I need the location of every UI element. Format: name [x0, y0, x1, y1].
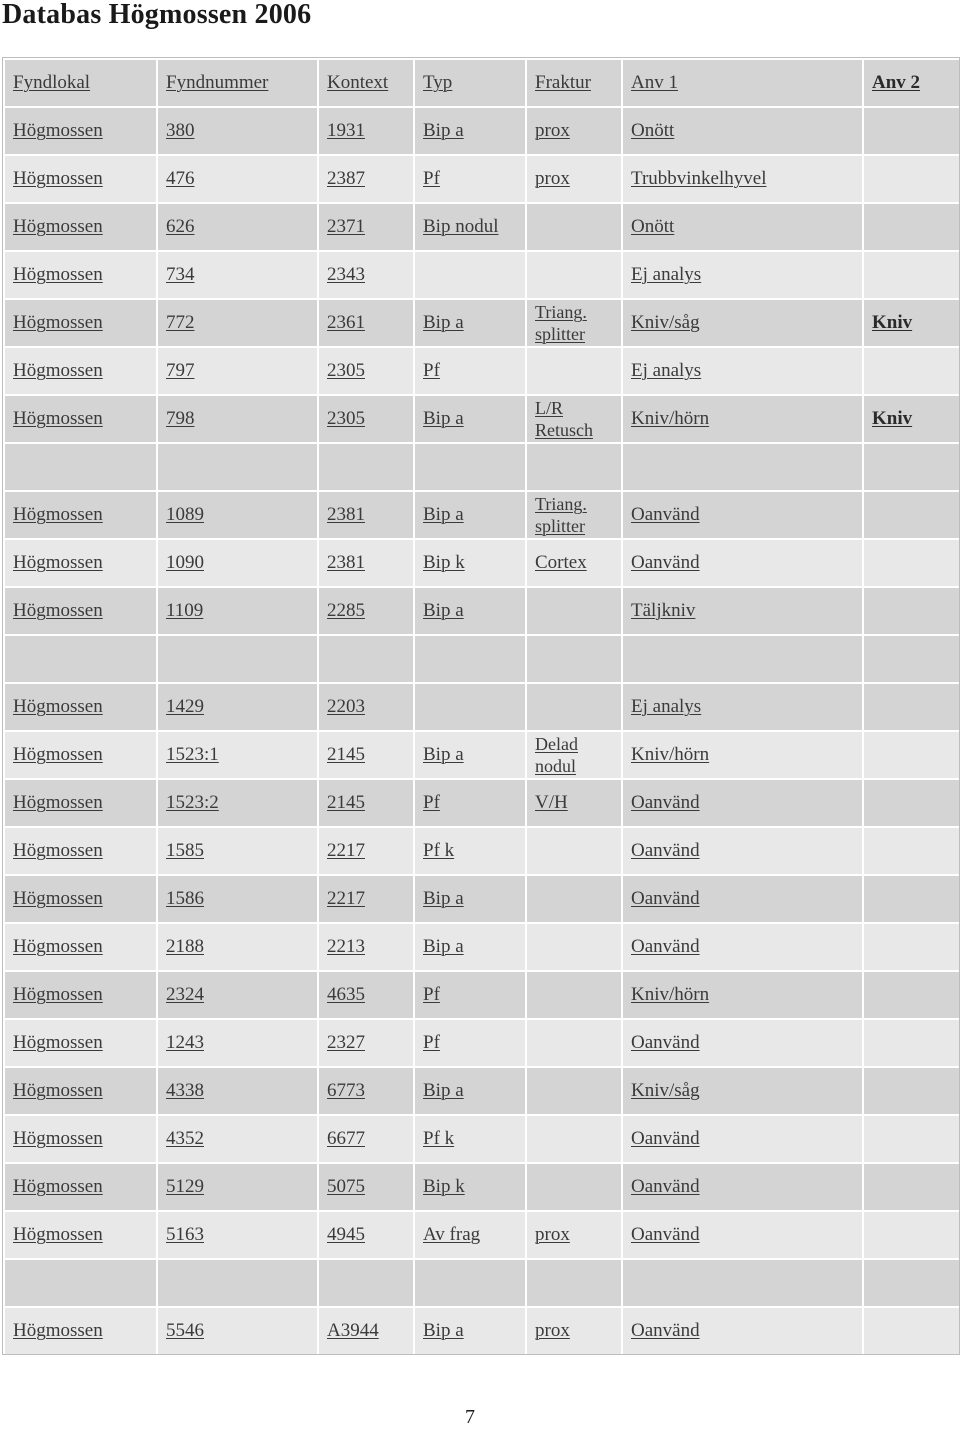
cell-fyndlokal[interactable]: Högmossen	[4, 347, 157, 395]
cell-kontext[interactable]: 5075	[318, 1163, 414, 1211]
cell-kontext	[318, 635, 414, 683]
cell-kontext[interactable]: 2343	[318, 251, 414, 299]
cell-typ[interactable]: Bip a	[414, 875, 526, 923]
cell-anv1[interactable]: Kniv/hörn	[622, 731, 863, 779]
cell-fraktur[interactable]: prox	[526, 1211, 622, 1259]
cell-fyndlokal[interactable]: Högmossen	[4, 1067, 157, 1115]
cell-anv1[interactable]: Ej analys	[622, 683, 863, 731]
page-title: Databas Högmossen 2006	[2, 0, 312, 30]
cell-fraktur[interactable]: Triang. splitter	[526, 491, 622, 539]
table-row	[4, 155, 960, 203]
cell-fraktur	[526, 1163, 622, 1211]
cell-fyndlokal[interactable]: Högmossen	[4, 683, 157, 731]
cell-anv2	[863, 491, 960, 539]
cell-anv2	[863, 1019, 960, 1067]
header-fyndnummer[interactable]: Fyndnummer	[157, 59, 318, 107]
cell-fyndlokal[interactable]: Högmossen	[4, 731, 157, 779]
cell-anv2	[863, 1115, 960, 1163]
cell-typ[interactable]: Pf	[414, 1019, 526, 1067]
cell-anv2	[863, 827, 960, 875]
cell-fraktur[interactable]: prox	[526, 1307, 622, 1355]
cell-kontext	[318, 443, 414, 491]
cell-anv1	[622, 443, 863, 491]
cell-typ[interactable]: Bip a	[414, 1067, 526, 1115]
cell-fyndlokal[interactable]: Högmossen	[4, 827, 157, 875]
table-row	[4, 1019, 960, 1067]
cell-fyndnummer[interactable]: 2188	[157, 923, 318, 971]
header-fyndlokal[interactable]: Fyndlokal	[4, 59, 157, 107]
cell-anv1[interactable]: Oanvänd	[622, 539, 863, 587]
data-table	[3, 58, 960, 1356]
table-row	[4, 587, 960, 635]
table-row	[4, 971, 960, 1019]
cell-typ[interactable]: Bip a	[414, 107, 526, 155]
cell-typ[interactable]: Bip nodul	[414, 203, 526, 251]
cell-fyndnummer[interactable]: 798	[157, 395, 318, 443]
header-anv1[interactable]: Anv 1	[622, 59, 863, 107]
cell-anv1[interactable]: Kniv/såg	[622, 299, 863, 347]
cell-anv2	[863, 1307, 960, 1355]
cell-anv2	[863, 1259, 960, 1307]
cell-anv1[interactable]: Oanvänd	[622, 1211, 863, 1259]
cell-kontext[interactable]: 1931	[318, 107, 414, 155]
table-row	[4, 1163, 960, 1211]
cell-fraktur	[526, 683, 622, 731]
cell-anv2	[863, 155, 960, 203]
cell-fyndnummer[interactable]: 772	[157, 299, 318, 347]
cell-kontext[interactable]: 2381	[318, 491, 414, 539]
cell-typ[interactable]: Pf	[414, 779, 526, 827]
cell-fyndlokal[interactable]: Högmossen	[4, 587, 157, 635]
cell-anv2	[863, 107, 960, 155]
cell-fyndnummer	[157, 635, 318, 683]
cell-anv1[interactable]: Trubbvinkelhyvel	[622, 155, 863, 203]
cell-fyndlokal[interactable]: Högmossen	[4, 1163, 157, 1211]
cell-fraktur[interactable]: Cortex	[526, 539, 622, 587]
cell-typ	[414, 251, 526, 299]
cell-typ[interactable]: Bip a	[414, 299, 526, 347]
cell-kontext[interactable]: A3944	[318, 1307, 414, 1355]
cell-typ[interactable]: Pf k	[414, 1115, 526, 1163]
cell-anv2[interactable]: Kniv	[863, 299, 960, 347]
cell-fyndnummer[interactable]: 5129	[157, 1163, 318, 1211]
cell-kontext[interactable]: 2371	[318, 203, 414, 251]
cell-fyndnummer[interactable]: 1523:1	[157, 731, 318, 779]
cell-fyndlokal	[4, 1259, 157, 1307]
cell-kontext[interactable]: 2217	[318, 827, 414, 875]
cell-kontext[interactable]: 2217	[318, 875, 414, 923]
cell-kontext[interactable]: 6677	[318, 1115, 414, 1163]
cell-anv2	[863, 923, 960, 971]
cell-fyndnummer[interactable]: 1429	[157, 683, 318, 731]
table-row	[4, 1067, 960, 1115]
cell-kontext	[318, 1259, 414, 1307]
table-row	[4, 731, 960, 779]
cell-fraktur	[526, 1019, 622, 1067]
cell-anv2	[863, 1211, 960, 1259]
cell-typ[interactable]: Bip a	[414, 923, 526, 971]
cell-anv2	[863, 1163, 960, 1211]
cell-fraktur	[526, 347, 622, 395]
cell-typ[interactable]: Bip k	[414, 1163, 526, 1211]
cell-typ[interactable]: Bip k	[414, 539, 526, 587]
cell-anv2	[863, 875, 960, 923]
cell-anv2	[863, 251, 960, 299]
cell-fyndnummer[interactable]: 4352	[157, 1115, 318, 1163]
cell-fyndnummer[interactable]: 1585	[157, 827, 318, 875]
cell-kontext[interactable]: 2285	[318, 587, 414, 635]
cell-fyndlokal[interactable]: Högmossen	[4, 107, 157, 155]
table-row	[4, 491, 960, 539]
cell-fyndlokal	[4, 635, 157, 683]
cell-anv2	[863, 347, 960, 395]
cell-fyndlokal[interactable]: Högmossen	[4, 251, 157, 299]
cell-anv2	[863, 971, 960, 1019]
table-row	[4, 107, 960, 155]
cell-kontext[interactable]: 6773	[318, 1067, 414, 1115]
page-number: 7	[465, 1406, 475, 1428]
table-row	[4, 683, 960, 731]
cell-fyndlokal[interactable]: Högmossen	[4, 971, 157, 1019]
cell-kontext[interactable]: 2213	[318, 923, 414, 971]
table-row-empty	[4, 1259, 960, 1307]
table-head	[4, 59, 960, 107]
cell-typ[interactable]: Bip a	[414, 491, 526, 539]
cell-anv1[interactable]: Oanvänd	[622, 875, 863, 923]
cell-typ[interactable]: Pf k	[414, 827, 526, 875]
cell-anv1[interactable]: Kniv/hörn	[622, 395, 863, 443]
cell-fraktur[interactable]: Delad nodul	[526, 731, 622, 779]
cell-fyndnummer[interactable]: 380	[157, 107, 318, 155]
cell-typ[interactable]: Bip a	[414, 587, 526, 635]
cell-fyndlokal[interactable]: Högmossen	[4, 1115, 157, 1163]
cell-anv2	[863, 1067, 960, 1115]
cell-fyndlokal[interactable]: Högmossen	[4, 875, 157, 923]
cell-fyndnummer[interactable]: 1523:2	[157, 779, 318, 827]
table-row	[4, 923, 960, 971]
cell-anv2	[863, 683, 960, 731]
cell-kontext[interactable]: 4635	[318, 971, 414, 1019]
cell-fyndlokal[interactable]: Högmossen	[4, 923, 157, 971]
cell-fraktur	[526, 827, 622, 875]
cell-fyndnummer[interactable]: 626	[157, 203, 318, 251]
table-row	[4, 251, 960, 299]
table-row	[4, 347, 960, 395]
cell-typ[interactable]: Pf	[414, 971, 526, 1019]
table-row	[4, 779, 960, 827]
table-row	[4, 1115, 960, 1163]
cell-typ[interactable]: Pf	[414, 155, 526, 203]
cell-fyndnummer[interactable]: 2324	[157, 971, 318, 1019]
table-row	[4, 299, 960, 347]
cell-anv1[interactable]: Kniv/hörn	[622, 971, 863, 1019]
cell-kontext[interactable]: 2361	[318, 299, 414, 347]
cell-anv1[interactable]: Oanvänd	[622, 779, 863, 827]
cell-fyndnummer	[157, 443, 318, 491]
cell-fraktur	[526, 971, 622, 1019]
table-row	[4, 203, 960, 251]
cell-fyndlokal[interactable]: Högmossen	[4, 1019, 157, 1067]
cell-kontext[interactable]: 2203	[318, 683, 414, 731]
cell-typ	[414, 443, 526, 491]
cell-fraktur	[526, 251, 622, 299]
cell-fraktur	[526, 203, 622, 251]
cell-anv2	[863, 539, 960, 587]
header-typ[interactable]: Typ	[414, 59, 526, 107]
cell-kontext[interactable]: 2145	[318, 779, 414, 827]
cell-fyndlokal[interactable]: Högmossen	[4, 203, 157, 251]
cell-anv1[interactable]: Oanvänd	[622, 1019, 863, 1067]
cell-typ	[414, 635, 526, 683]
cell-anv1[interactable]: Kniv/såg	[622, 1067, 863, 1115]
cell-anv1	[622, 1259, 863, 1307]
table-row-empty	[4, 635, 960, 683]
cell-fyndnummer[interactable]: 1586	[157, 875, 318, 923]
cell-fyndlokal[interactable]: Högmossen	[4, 395, 157, 443]
cell-kontext[interactable]: 2381	[318, 539, 414, 587]
table-row	[4, 1211, 960, 1259]
cell-fraktur	[526, 443, 622, 491]
cell-anv2	[863, 203, 960, 251]
cell-fyndnummer[interactable]: 797	[157, 347, 318, 395]
cell-fyndnummer[interactable]: 4338	[157, 1067, 318, 1115]
cell-fyndlokal[interactable]: Högmossen	[4, 1307, 157, 1355]
cell-fyndlokal[interactable]: Högmossen	[4, 491, 157, 539]
cell-fraktur[interactable]: prox	[526, 107, 622, 155]
cell-fyndlokal[interactable]: Högmossen	[4, 1211, 157, 1259]
cell-fyndnummer[interactable]: 1109	[157, 587, 318, 635]
table-row	[4, 395, 960, 443]
cell-fyndlokal	[4, 443, 157, 491]
cell-kontext[interactable]: 4945	[318, 1211, 414, 1259]
table-row	[4, 875, 960, 923]
cell-anv1	[622, 635, 863, 683]
table-row	[4, 1307, 960, 1355]
cell-typ[interactable]: Bip a	[414, 395, 526, 443]
cell-fyndnummer[interactable]: 5163	[157, 1211, 318, 1259]
cell-kontext[interactable]: 2305	[318, 395, 414, 443]
cell-kontext[interactable]: 2387	[318, 155, 414, 203]
cell-anv2	[863, 779, 960, 827]
header-kontext[interactable]: Kontext	[318, 59, 414, 107]
cell-fyndnummer[interactable]: 476	[157, 155, 318, 203]
cell-fyndnummer	[157, 1259, 318, 1307]
cell-typ[interactable]: Pf	[414, 347, 526, 395]
cell-typ[interactable]: Bip a	[414, 1307, 526, 1355]
cell-anv2	[863, 443, 960, 491]
cell-anv1[interactable]: Oanvänd	[622, 491, 863, 539]
header-anv2[interactable]: Anv 2	[863, 59, 960, 107]
cell-fraktur	[526, 875, 622, 923]
table-row	[4, 539, 960, 587]
cell-anv1[interactable]: Onött	[622, 203, 863, 251]
header-row	[4, 59, 960, 107]
cell-kontext[interactable]: 2327	[318, 1019, 414, 1067]
cell-fraktur	[526, 923, 622, 971]
header-fraktur[interactable]: Fraktur	[526, 59, 622, 107]
cell-fyndnummer[interactable]: 1090	[157, 539, 318, 587]
cell-anv1[interactable]: Oanvänd	[622, 1163, 863, 1211]
cell-fyndnummer[interactable]: 734	[157, 251, 318, 299]
cell-fraktur	[526, 1259, 622, 1307]
cell-fraktur	[526, 635, 622, 683]
cell-anv1[interactable]: Oanvänd	[622, 827, 863, 875]
cell-fyndnummer[interactable]: 5546	[157, 1307, 318, 1355]
cell-fyndnummer[interactable]: 1089	[157, 491, 318, 539]
cell-anv1[interactable]: Oanvänd	[622, 923, 863, 971]
cell-fraktur[interactable]: V/H	[526, 779, 622, 827]
cell-typ[interactable]: Bip a	[414, 731, 526, 779]
cell-anv2	[863, 587, 960, 635]
cell-anv1[interactable]: Oanvänd	[622, 1307, 863, 1355]
cell-fraktur[interactable]: Triang. splitter	[526, 299, 622, 347]
cell-kontext[interactable]: 2145	[318, 731, 414, 779]
cell-anv2	[863, 731, 960, 779]
cell-fraktur	[526, 1115, 622, 1163]
cell-fyndlokal[interactable]: Högmossen	[4, 155, 157, 203]
cell-anv1[interactable]: Onött	[622, 107, 863, 155]
cell-fyndnummer[interactable]: 1243	[157, 1019, 318, 1067]
cell-fyndlokal[interactable]: Högmossen	[4, 779, 157, 827]
cell-typ	[414, 683, 526, 731]
cell-anv2	[863, 635, 960, 683]
cell-typ[interactable]: Av frag	[414, 1211, 526, 1259]
table-row	[4, 827, 960, 875]
cell-fyndlokal[interactable]: Högmossen	[4, 299, 157, 347]
cell-anv2[interactable]: Kniv	[863, 395, 960, 443]
cell-anv1[interactable]: Oanvänd	[622, 1115, 863, 1163]
cell-fyndlokal[interactable]: Högmossen	[4, 539, 157, 587]
cell-anv1[interactable]: Täljkniv	[622, 587, 863, 635]
cell-typ	[414, 1259, 526, 1307]
cell-fraktur[interactable]: L/R Retusch	[526, 395, 622, 443]
cell-fraktur	[526, 587, 622, 635]
table-row-empty	[4, 443, 960, 491]
cell-fraktur[interactable]: prox	[526, 155, 622, 203]
cell-fraktur	[526, 1067, 622, 1115]
cell-kontext[interactable]: 2305	[318, 347, 414, 395]
table-body	[4, 107, 960, 1355]
cell-anv1[interactable]: Ej analys	[622, 347, 863, 395]
cell-anv1[interactable]: Ej analys	[622, 251, 863, 299]
